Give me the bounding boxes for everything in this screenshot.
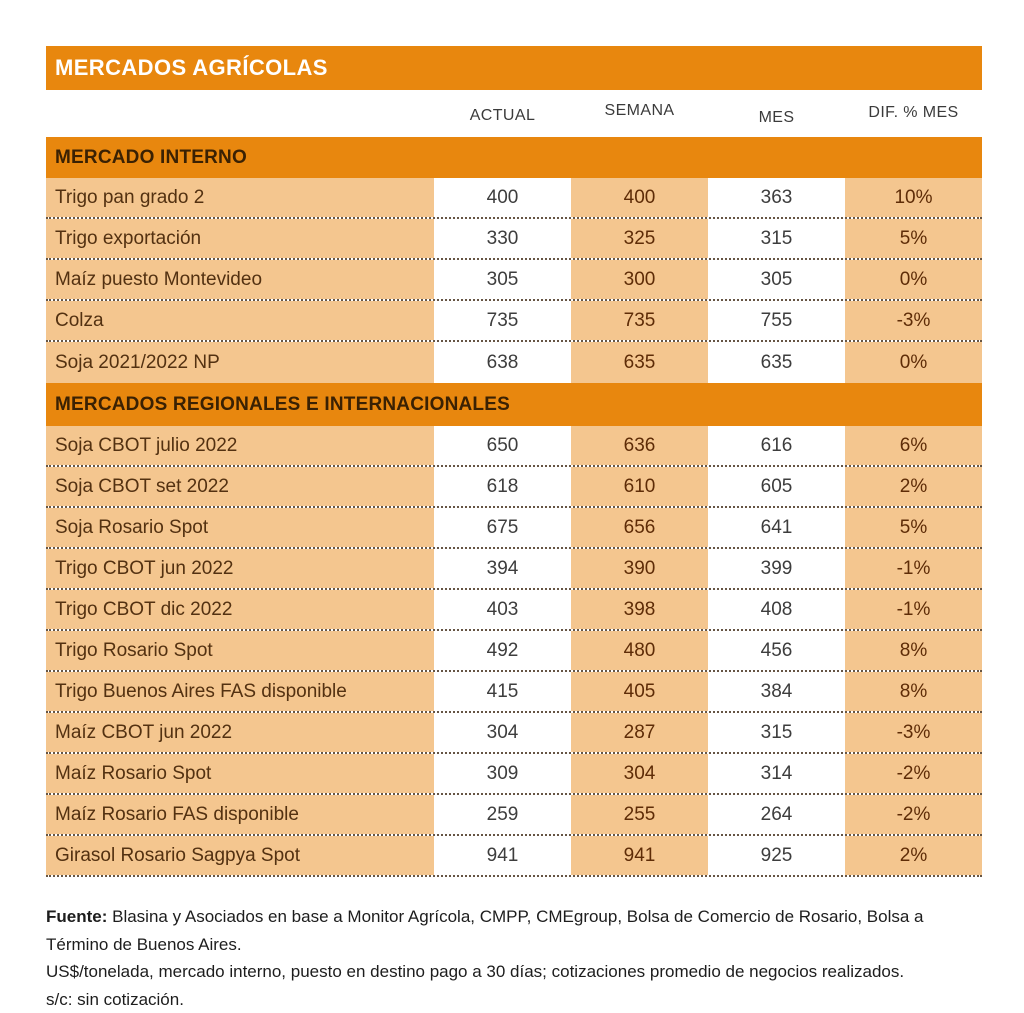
cell-mes: 605 <box>708 467 845 506</box>
row-label: Maíz Rosario Spot <box>46 754 434 793</box>
cell-dif-pct-mes: 0% <box>845 260 982 299</box>
row-label: Soja CBOT julio 2022 <box>46 426 434 465</box>
cell-mes: 408 <box>708 590 845 629</box>
cell-dif-pct-mes: 2% <box>845 467 982 506</box>
cell-dif-pct-mes: 8% <box>845 672 982 711</box>
cell-semana: 941 <box>571 836 708 875</box>
table-row <box>46 754 982 795</box>
row-label: Trigo pan grado 2 <box>46 178 434 217</box>
table-row <box>46 549 982 590</box>
table-row <box>46 178 982 219</box>
row-label: Soja Rosario Spot <box>46 508 434 547</box>
cell-mes: 641 <box>708 508 845 547</box>
cell-semana: 255 <box>571 795 708 834</box>
cell-semana: 400 <box>571 178 708 217</box>
cell-semana: 610 <box>571 467 708 506</box>
table-row <box>46 260 982 301</box>
table-row <box>46 342 982 383</box>
cell-dif-pct-mes: 0% <box>845 342 982 383</box>
row-label: Maíz CBOT jun 2022 <box>46 713 434 752</box>
units-note: US$/tonelada, mercado interno, puesto en destino pago a 30 días; cotizaciones promedio de negocios realizados. <box>46 958 986 986</box>
cell-actual: 330 <box>434 219 571 258</box>
cell-mes: 616 <box>708 426 845 465</box>
row-label: Soja 2021/2022 NP <box>46 342 434 383</box>
cell-dif-pct-mes: -1% <box>845 590 982 629</box>
row-label: Trigo Buenos Aires FAS disponible <box>46 672 434 711</box>
cell-dif-pct-mes: -3% <box>845 301 982 340</box>
cell-semana: 735 <box>571 301 708 340</box>
cell-actual: 941 <box>434 836 571 875</box>
cell-semana: 304 <box>571 754 708 793</box>
table-row <box>46 508 982 549</box>
cell-dif-pct-mes: -1% <box>845 549 982 588</box>
section-header-mercados-regionales <box>46 383 982 426</box>
cell-actual: 309 <box>434 754 571 793</box>
row-label: Trigo exportación <box>46 219 434 258</box>
cell-actual: 735 <box>434 301 571 340</box>
page-title: MERCADOS AGRÍCOLAS <box>55 55 328 81</box>
cell-dif-pct-mes: 2% <box>845 836 982 875</box>
cell-mes: 305 <box>708 260 845 299</box>
cell-semana: 325 <box>571 219 708 258</box>
source-text: Blasina y Asociados en base a Monitor Agrícola, CMPP, CMEgroup, Bolsa de Comercio de Rosario, Bolsa a Término de Buenos Aires. <box>46 907 924 954</box>
title-bar <box>46 46 982 90</box>
cell-mes: 384 <box>708 672 845 711</box>
footer-notes <box>46 903 986 1013</box>
row-label: Girasol Rosario Sagpya Spot <box>46 836 434 875</box>
row-label: Trigo CBOT dic 2022 <box>46 590 434 629</box>
cell-actual: 403 <box>434 590 571 629</box>
row-label: Soja CBOT set 2022 <box>46 467 434 506</box>
cell-mes: 264 <box>708 795 845 834</box>
table-row <box>46 713 982 754</box>
column-header-dif-pct-mes: DIF. % MES <box>845 104 982 122</box>
table-row <box>46 426 982 467</box>
cell-semana: 635 <box>571 342 708 383</box>
table-row <box>46 631 982 672</box>
cell-mes: 456 <box>708 631 845 670</box>
cell-mes: 314 <box>708 754 845 793</box>
row-label: Colza <box>46 301 434 340</box>
cell-dif-pct-mes: 8% <box>845 631 982 670</box>
column-headers <box>46 90 982 137</box>
table-row <box>46 219 982 260</box>
cell-actual: 638 <box>434 342 571 383</box>
cell-semana: 636 <box>571 426 708 465</box>
section-header-mercado-interno <box>46 137 982 178</box>
source-label: Fuente: <box>46 907 107 926</box>
cell-semana: 300 <box>571 260 708 299</box>
section-header-label: MERCADOS REGIONALES E INTERNACIONALES <box>55 394 510 416</box>
cell-dif-pct-mes: 6% <box>845 426 982 465</box>
cell-actual: 492 <box>434 631 571 670</box>
cell-mes: 925 <box>708 836 845 875</box>
cell-semana: 480 <box>571 631 708 670</box>
cell-actual: 400 <box>434 178 571 217</box>
cell-semana: 398 <box>571 590 708 629</box>
cell-actual: 259 <box>434 795 571 834</box>
cell-actual: 305 <box>434 260 571 299</box>
cell-mes: 363 <box>708 178 845 217</box>
agricultural-markets-table <box>46 46 982 877</box>
table-row <box>46 795 982 836</box>
cell-mes: 755 <box>708 301 845 340</box>
table-row <box>46 301 982 342</box>
cell-dif-pct-mes: -2% <box>845 795 982 834</box>
cell-semana: 656 <box>571 508 708 547</box>
row-label: Maíz Rosario FAS disponible <box>46 795 434 834</box>
column-header-mes: MES <box>708 109 845 127</box>
cell-actual: 415 <box>434 672 571 711</box>
source-line <box>46 903 986 958</box>
table-row <box>46 672 982 713</box>
row-label: Maíz puesto Montevideo <box>46 260 434 299</box>
cell-semana: 287 <box>571 713 708 752</box>
column-header-semana: SEMANA <box>571 102 708 120</box>
cell-mes: 635 <box>708 342 845 383</box>
row-label: Trigo Rosario Spot <box>46 631 434 670</box>
section-header-label: MERCADO INTERNO <box>55 147 247 169</box>
cell-actual: 650 <box>434 426 571 465</box>
cell-actual: 394 <box>434 549 571 588</box>
cell-mes: 315 <box>708 713 845 752</box>
cell-actual: 304 <box>434 713 571 752</box>
cell-semana: 390 <box>571 549 708 588</box>
table-row <box>46 836 982 877</box>
cell-dif-pct-mes: 10% <box>845 178 982 217</box>
cell-actual: 675 <box>434 508 571 547</box>
cell-actual: 618 <box>434 467 571 506</box>
column-header-actual: ACTUAL <box>434 107 571 125</box>
cell-dif-pct-mes: 5% <box>845 508 982 547</box>
cell-semana: 405 <box>571 672 708 711</box>
cell-mes: 315 <box>708 219 845 258</box>
abbreviation-note: s/c: sin cotización. <box>46 986 986 1013</box>
cell-dif-pct-mes: -2% <box>845 754 982 793</box>
table-row <box>46 467 982 508</box>
table-row <box>46 590 982 631</box>
row-label: Trigo CBOT jun 2022 <box>46 549 434 588</box>
cell-mes: 399 <box>708 549 845 588</box>
cell-dif-pct-mes: -3% <box>845 713 982 752</box>
cell-dif-pct-mes: 5% <box>845 219 982 258</box>
